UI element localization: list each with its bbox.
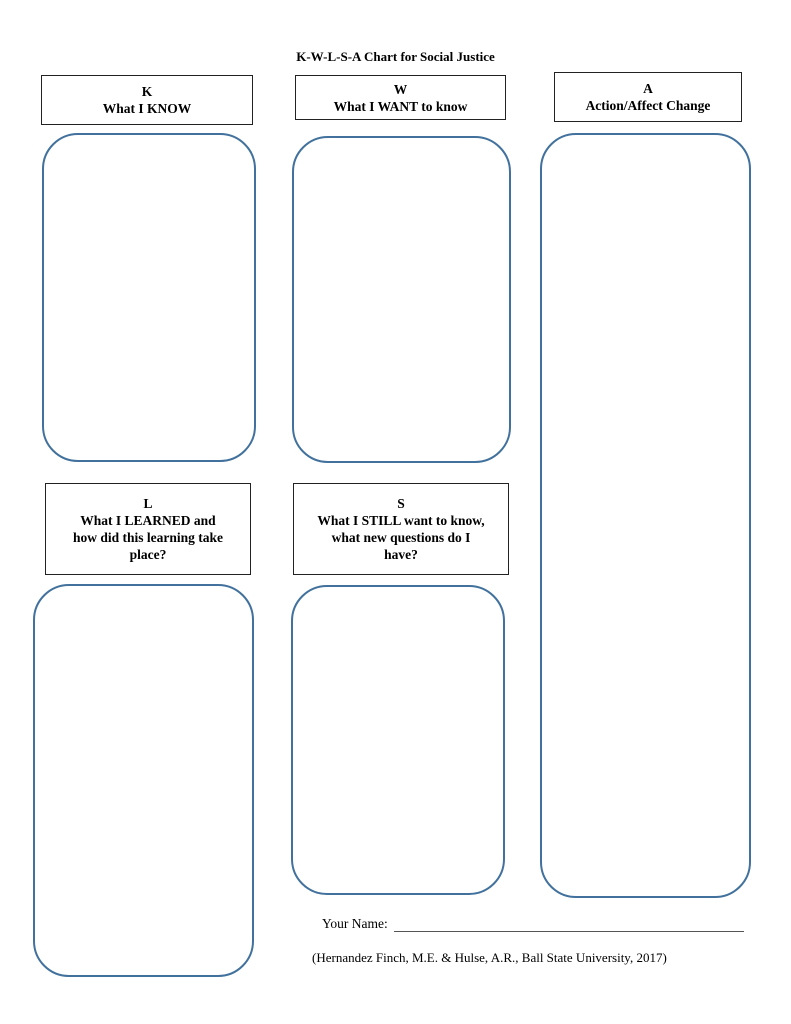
name-input-line[interactable] [394,917,744,932]
k-writing-area[interactable] [42,133,256,462]
w-label-box [295,75,506,120]
a-letter: A [643,81,653,96]
w-caption: What I WANT to know [333,98,468,114]
s-caption-line2: what new questions do I [331,530,471,545]
a-writing-area[interactable] [540,133,751,898]
k-letter: K [141,84,153,99]
l-caption-line2: how did this learning take [72,530,224,545]
a-label-box [554,72,742,122]
l-label-box [45,483,251,575]
s-writing-area[interactable] [291,585,505,895]
w-letter: W [393,81,408,97]
l-letter: L [143,496,153,511]
page-title: K-W-L-S-A Chart for Social Justice [296,49,495,64]
name-field-row [322,912,744,932]
l-caption-line3: place? [129,547,167,562]
k-label-box [41,75,253,125]
citation: (Hernandez Finch, M.E. & Hulse, A.R., Ball State University, 2017) [312,950,667,965]
name-label: Your Name: [322,916,388,931]
k-caption: What I KNOW [102,101,192,116]
w-writing-area[interactable] [292,136,511,463]
l-caption-line1: What I LEARNED and [80,513,216,528]
l-writing-area[interactable] [33,584,254,977]
s-label-box [293,483,509,575]
s-letter: S [397,496,405,511]
s-caption-line1: What I STILL want to know, [317,513,485,528]
s-caption-line3: have? [384,547,418,562]
a-caption: Action/Affect Change [585,98,711,113]
